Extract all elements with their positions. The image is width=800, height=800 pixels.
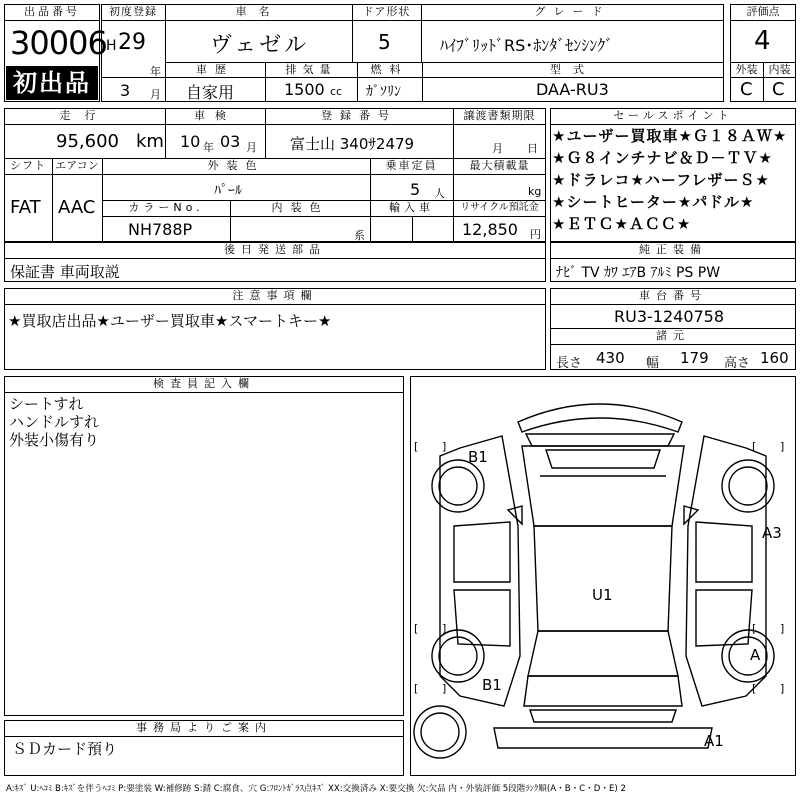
width: 179 xyxy=(680,349,709,367)
sales-point-line: ★シートヒーター★パドル★ xyxy=(552,193,755,211)
bracket: ] xyxy=(442,682,447,695)
bracket: [ xyxy=(414,682,419,695)
sales-points-label: セールスポイント xyxy=(613,109,733,122)
displacement: 1500 xyxy=(284,80,325,99)
first-time-badge: 初出品 xyxy=(6,66,98,100)
bracket: ] xyxy=(442,440,447,453)
model-label: 型式 xyxy=(550,63,596,76)
ac-label: エアコン xyxy=(55,159,99,172)
bracket: [ xyxy=(752,682,757,695)
height: 160 xyxy=(760,349,789,367)
bracket: ] xyxy=(780,440,785,453)
chassis-number: RU3-1240758 xyxy=(614,307,725,326)
grade: ﾊｲﾌﾞﾘｯﾄﾞRS･ﾎﾝﾀﾞｾﾝｼﾝｸﾞ xyxy=(440,36,614,55)
bracket: ] xyxy=(780,682,785,695)
inspection-label: 車検 xyxy=(194,109,236,122)
transfer-day-unit: 日 xyxy=(527,142,538,155)
damage-mark-b1-rear: B1 xyxy=(482,676,502,694)
bracket: [ xyxy=(414,622,419,635)
score: 4 xyxy=(754,26,771,56)
bracket: ] xyxy=(442,622,447,635)
history-label: 車歴 xyxy=(196,63,234,76)
max-load-label: 最大積載量 xyxy=(469,159,530,172)
reg-number-label: 登録番号 xyxy=(321,109,397,122)
bracket: [ xyxy=(414,440,419,453)
bracket: [ xyxy=(752,622,757,635)
lot-number: 30006 xyxy=(10,24,107,62)
exterior-grade: C xyxy=(740,79,753,100)
recycle-unit: 円 xyxy=(530,228,541,241)
damage-mark-a1: A1 xyxy=(704,732,724,750)
transfer-label: 譲渡書類期限 xyxy=(463,109,536,122)
chassis-label: 車台番号 xyxy=(639,289,707,302)
length-label: 長さ xyxy=(556,356,583,371)
inspection-year-unit: 年 xyxy=(203,141,214,154)
notes-label: 注意事項欄 xyxy=(232,289,318,302)
shift-label: シフト xyxy=(10,159,46,172)
int-color-unit: 系 xyxy=(354,229,365,242)
door-count: 5 xyxy=(378,30,391,54)
notes: ★買取店出品★ユーザー買取車★スマートキー★ xyxy=(8,312,332,330)
sales-point-line: ★ユーザー買取車★Ｇ１８ＡＷ★ xyxy=(552,127,788,145)
damage-mark-a: A xyxy=(750,646,761,664)
mileage: 95,600 xyxy=(56,131,119,152)
displacement-unit: cc xyxy=(330,85,343,98)
capacity: 5 xyxy=(410,180,421,199)
recycle: 12,850 xyxy=(462,220,518,239)
car-name-label: 車名 xyxy=(235,5,282,18)
max-load-unit: kg xyxy=(528,185,542,198)
dimensions-label: 諸元 xyxy=(656,329,690,342)
damage-mark-b1: B1 xyxy=(468,448,488,466)
int-color-label: 内装色 xyxy=(271,201,329,214)
inspection-year: 10 xyxy=(180,132,201,151)
era-letter: H xyxy=(106,38,117,54)
inspector-line: ハンドルすれ xyxy=(9,413,100,431)
transfer-month-unit: 月 xyxy=(492,142,503,155)
recycle-label: リサイクル預託金 xyxy=(460,202,539,213)
length: 430 xyxy=(596,349,625,367)
height-label: 高さ xyxy=(724,356,751,371)
bracket: [ xyxy=(752,440,757,453)
door-label: ドア形状 xyxy=(362,5,411,18)
width-label: 幅 xyxy=(646,356,660,371)
interior-grade-label: 内装 xyxy=(768,63,791,76)
fuel-label: 燃料 xyxy=(370,63,409,76)
reg-month: 3 xyxy=(120,81,131,100)
equipment-label: 純正装備 xyxy=(639,243,707,256)
year-unit: 年 xyxy=(150,65,161,78)
sales-point-line: ★ＥＴＣ★ＡＣＣ★ xyxy=(552,215,692,233)
car-diagram xyxy=(410,376,796,776)
lot-label: 出品番号 xyxy=(24,5,80,18)
interior-grade: C xyxy=(772,79,785,100)
shift: FAT xyxy=(10,197,41,218)
exterior-grade-label: 外装 xyxy=(735,63,758,76)
displacement-label: 排気量 xyxy=(285,63,337,76)
sales-point-line: ★ドラレコ★ハーフレザーＳ★ xyxy=(552,171,770,189)
damage-mark-u1: U1 xyxy=(592,586,613,604)
fuel: ｶﾞｿﾘﾝ xyxy=(366,84,401,100)
sales-point-line: ★Ｇ８インチナビ＆Ｄ－ＴＶ★ xyxy=(552,149,773,167)
ext-color: ﾊﾟｰﾙ xyxy=(214,183,242,199)
grade-label: グレード xyxy=(534,5,611,18)
reg-year: 29 xyxy=(118,30,146,55)
inspector-label: 検査員記入欄 xyxy=(153,377,255,390)
office-label: 事務局よりご案内 xyxy=(136,721,272,734)
score-label: 評価点 xyxy=(746,5,780,18)
ac: AAC xyxy=(58,197,96,218)
inspection-month-unit: 月 xyxy=(246,141,257,154)
history: 自家用 xyxy=(186,83,235,102)
office-note: ＳＤカード預り xyxy=(12,740,118,758)
car-name: ヴェゼル xyxy=(210,33,310,58)
damage-mark-a3: A3 xyxy=(762,524,782,542)
inspector-line: シートすれ xyxy=(9,395,84,413)
bracket: ] xyxy=(780,622,785,635)
import-label: 輸入車 xyxy=(389,201,434,214)
inspection-month: 03 xyxy=(220,132,241,151)
mileage-label: 走行 xyxy=(59,109,110,122)
first-reg-label: 初度登録 xyxy=(109,5,157,18)
model: DAA-RU3 xyxy=(536,80,609,99)
equipment: ﾅﾋﾞ TV ｶﾜ ｴｱB ｱﾙﾐ PS PW xyxy=(556,265,721,281)
later-parts: 保証書 車両取説 xyxy=(10,263,120,281)
color-no-label: カラーNo. xyxy=(128,201,204,214)
capacity-label: 乗車定員 xyxy=(385,159,438,172)
later-parts-label: 後日発送部品 xyxy=(224,243,326,256)
color-no: NH788P xyxy=(128,220,193,239)
legend: A:ｷｽﾞ U:ﾍｺﾐ B:ｷｽﾞを伴うﾍｺﾐ P:要塗装 W:補修跡 S:錆 C:腐食、穴 G:ﾌﾛﾝﾄｶﾞﾗｽ点ｷｽﾞ XX:交換済み X:要交換 欠:欠品 内・外装評価 5段階ﾗﾝｸ順(A・B・C・D・E) 2 xyxy=(6,784,626,794)
reg-number: 富士山 340ｻ2479 xyxy=(290,135,415,153)
capacity-unit: 人 xyxy=(434,187,445,200)
inspector-line: 外装小傷有り xyxy=(9,431,100,449)
mileage-unit: km xyxy=(136,131,164,152)
ext-color-label: 外装色 xyxy=(207,159,265,172)
month-unit: 月 xyxy=(150,88,161,101)
